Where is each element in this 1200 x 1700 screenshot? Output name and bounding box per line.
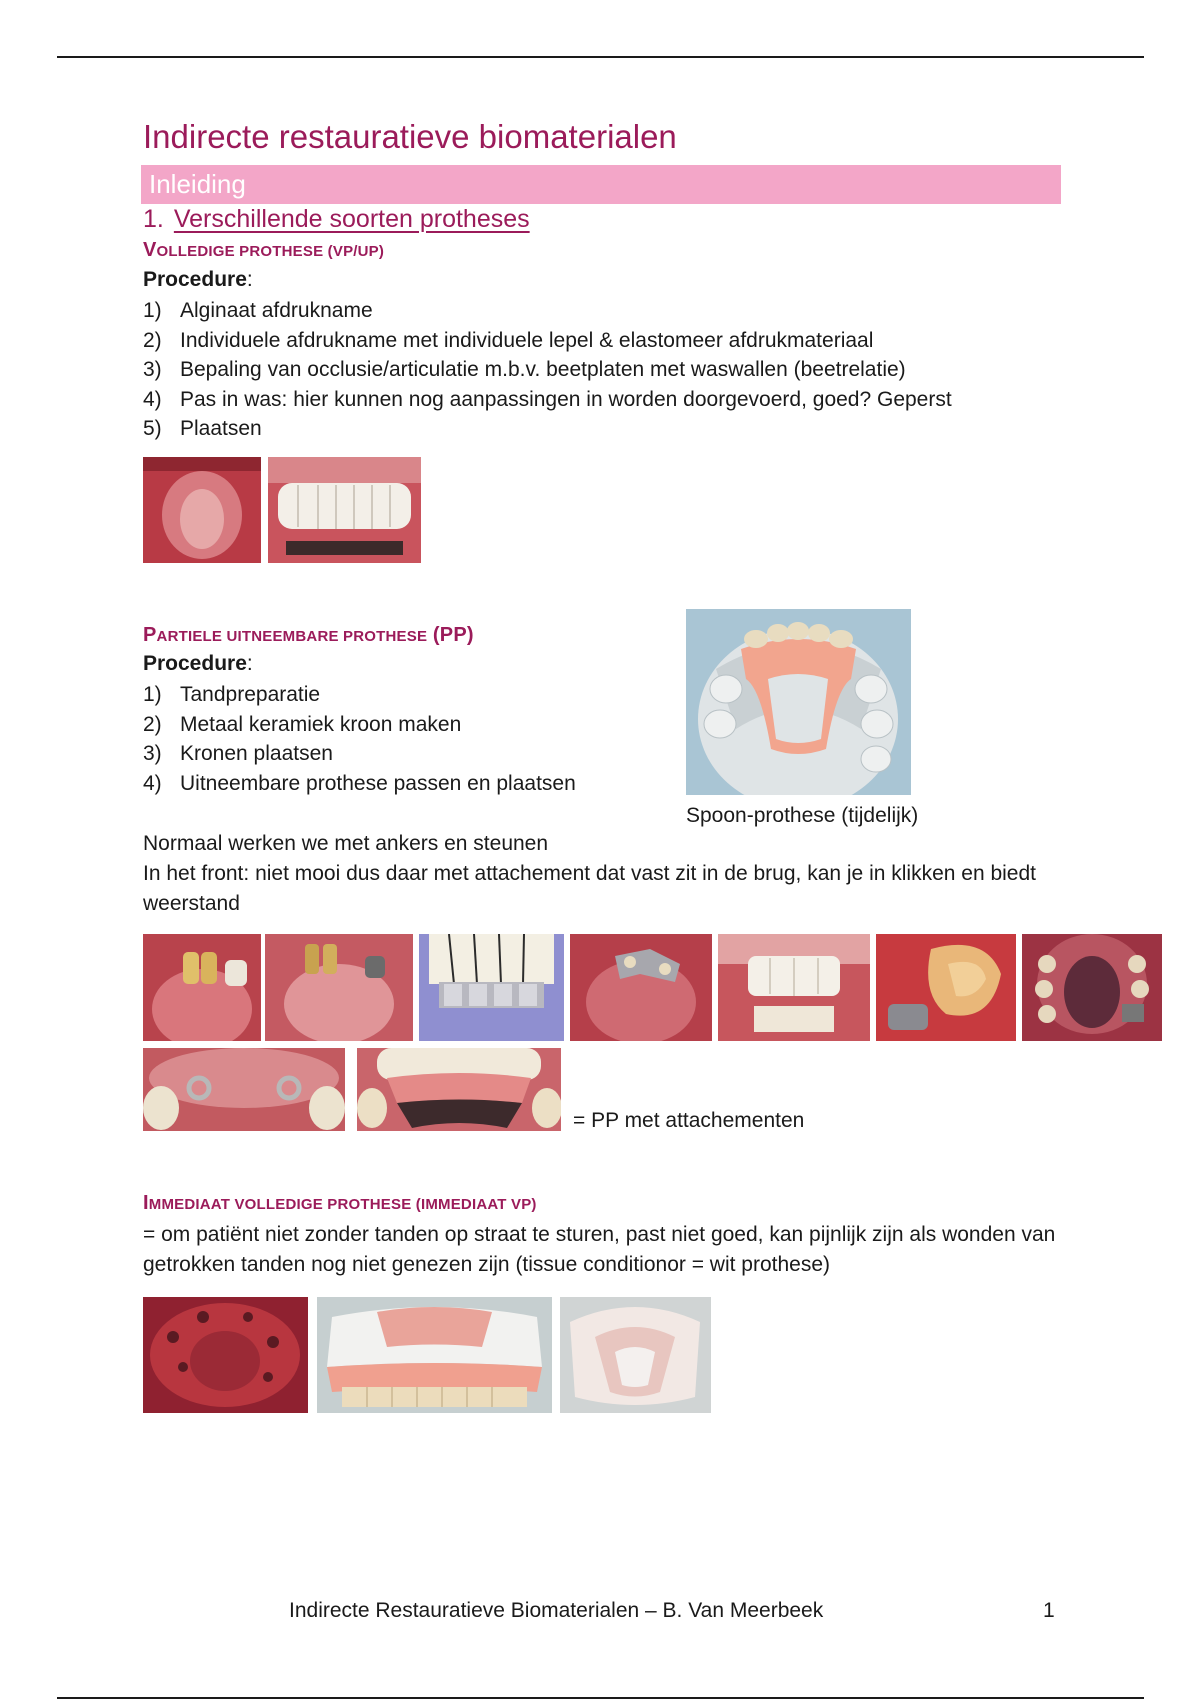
page-footer: Indirecte Restauratieve Biomaterialen – B. Van Meerbeek bbox=[289, 1599, 824, 1622]
list-text: Tandpreparatie bbox=[180, 683, 321, 706]
vp-heading-rest: OLLEDIGE PROTHESE (VP/UP) bbox=[156, 243, 385, 260]
list-number: 3) bbox=[143, 358, 162, 381]
list-item bbox=[143, 680, 576, 710]
pp-procedure-colon: : bbox=[246, 652, 253, 675]
pp-attach-caption: = PP met attachementen bbox=[573, 1109, 805, 1132]
pp-photo-spoon-denture bbox=[686, 609, 911, 795]
pp-photo-4 bbox=[570, 934, 712, 1041]
section-band-label: Inleiding bbox=[149, 169, 246, 199]
list-text: Pas in was: hier kunnen nog aanpassingen in worden doorgevoerd, goed? Geperst bbox=[180, 387, 952, 411]
page-number: 1 bbox=[1043, 1599, 1055, 1622]
pp-heading-rest: ARTIELE UITNEEMBARE PROTHESE bbox=[156, 628, 428, 645]
list-text: Alginaat afdrukname bbox=[180, 299, 373, 322]
list-number: 2) bbox=[143, 712, 162, 736]
pp-photo-2 bbox=[265, 934, 413, 1041]
pp-procedure-word: Procedure bbox=[143, 652, 247, 675]
list-item bbox=[143, 710, 576, 740]
pp-heading-cap: P bbox=[143, 624, 157, 646]
pp-photo-1 bbox=[143, 934, 261, 1041]
immediaat-heading-rest: MMEDIAAT VOLLEDIGE PROTHESE (IMMEDIAAT VP) bbox=[148, 1196, 537, 1213]
pp-photo-6 bbox=[876, 934, 1016, 1041]
list-text: Uitneembare prothese passen en plaatsen bbox=[180, 771, 576, 795]
pp-attach-photo-2 bbox=[357, 1048, 561, 1131]
list-item bbox=[143, 739, 576, 769]
pp-image-caption: Spoon-prothese (tijdelijk) bbox=[686, 804, 919, 827]
pp-photo-7 bbox=[1022, 934, 1162, 1041]
list-number: 1) bbox=[143, 299, 162, 322]
vp-procedure-colon: : bbox=[246, 268, 253, 291]
list-item bbox=[143, 414, 952, 444]
list-number: 3) bbox=[143, 742, 162, 765]
vp-photo-palate bbox=[143, 457, 261, 563]
list-text: Plaatsen bbox=[180, 417, 262, 440]
vp-procedure-label bbox=[143, 268, 253, 292]
list-item bbox=[143, 385, 952, 415]
immediaat-heading bbox=[143, 1192, 537, 1215]
vp-procedure-word: Procedure bbox=[143, 268, 247, 291]
pp-steps bbox=[143, 680, 576, 798]
list-number: 1) bbox=[143, 683, 162, 706]
vp-steps bbox=[143, 296, 952, 444]
page-title: Indirecte restauratieve biomaterialen bbox=[143, 118, 677, 155]
list-item bbox=[143, 296, 952, 326]
list-number: 2) bbox=[143, 328, 162, 352]
pp-attach-photo-1 bbox=[143, 1048, 345, 1131]
list-text: Bepaling van occlusie/articulatie m.b.v. beetplaten met waswallen (beetrelatie) bbox=[180, 358, 906, 381]
list-item bbox=[143, 769, 576, 799]
vp-heading bbox=[143, 239, 384, 262]
list-text: Individuele afdrukname met individuele lepel & elastomeer afdrukmateriaal bbox=[180, 328, 874, 352]
pp-paragraph-2: In het front: niet mooi dus daar met attachement dat vast zit in de brug, kan je in klikken en biedt weerstand bbox=[143, 862, 1037, 915]
vp-heading-cap: V bbox=[143, 239, 157, 261]
heading-1-text: Verschillende soorten protheses bbox=[173, 205, 530, 233]
list-number: 5) bbox=[143, 417, 162, 440]
pp-paragraph-1: Normaal werken we met ankers en steunen bbox=[143, 832, 549, 855]
immediaat-heading-cap: I bbox=[143, 1192, 149, 1214]
pp-heading-tail: (PP) bbox=[427, 624, 474, 646]
list-number: 4) bbox=[143, 771, 162, 795]
pp-heading bbox=[143, 624, 474, 647]
list-text: Kronen plaatsen bbox=[180, 742, 333, 765]
vp-photo-denture-front bbox=[268, 457, 421, 563]
heading-1-number: 1. bbox=[143, 205, 164, 233]
immediaat-photo-2 bbox=[317, 1297, 552, 1413]
pp-photo-3 bbox=[419, 934, 564, 1041]
immediaat-photo-3 bbox=[560, 1297, 711, 1413]
pp-procedure-label bbox=[143, 652, 253, 676]
list-number: 4) bbox=[143, 387, 162, 411]
list-text: Metaal keramiek kroon maken bbox=[180, 712, 462, 736]
section-band bbox=[141, 165, 1061, 204]
heading-1 bbox=[143, 205, 530, 234]
immediaat-photo-1 bbox=[143, 1297, 308, 1413]
immediaat-paragraph: = om patiënt niet zonder tanden op straat te sturen, past niet goed, kan pijnlijk zijn als wonden van getrokken tanden nog niet genezen zijn (tissue conditionor = wit prothese) bbox=[143, 1223, 1056, 1276]
list-item bbox=[143, 355, 952, 385]
top-rule bbox=[57, 56, 1144, 58]
list-item bbox=[143, 326, 952, 356]
bottom-rule bbox=[57, 1697, 1144, 1699]
pp-photo-5 bbox=[718, 934, 870, 1041]
